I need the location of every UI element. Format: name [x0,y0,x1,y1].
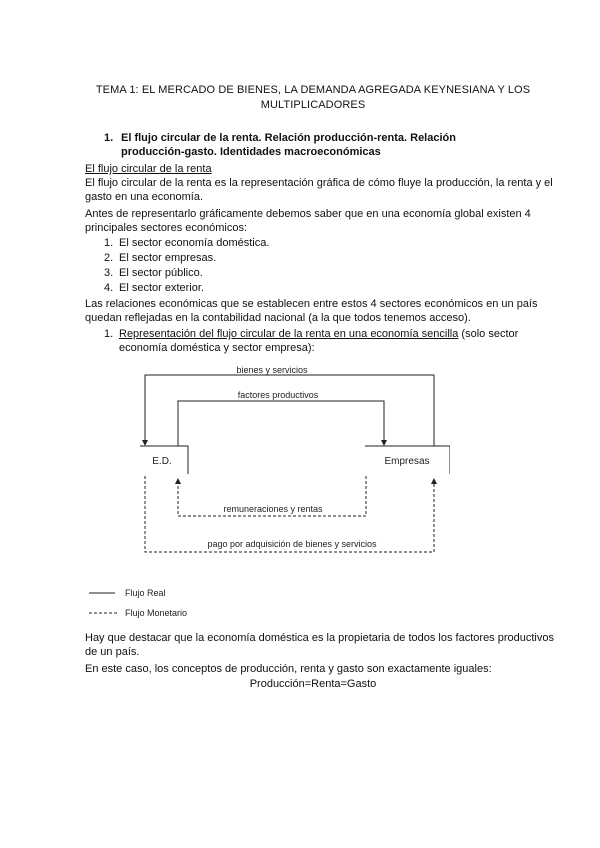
payment-flow-label: pago por adquisición de bienes y servicios [207,539,377,549]
subsection-rest: (solo sector economía doméstica y sector empresa): [119,328,519,354]
legend-real-label: Flujo Real [125,588,166,598]
equation: Producción=Renta=Gasto [249,678,377,690]
paragraph-4: Hay que destacar que la economía doméstica es la propietaria de todos los factores productivos de un país. [85,632,554,658]
list-text: El sector público. [119,267,203,279]
goods-flow-line [145,375,434,446]
factors-flow-label: factores productivos [237,390,319,400]
diagram-legend [88,585,288,625]
list-number: 3. [104,267,114,279]
paragraph-3: Las relaciones económicas que se establecen entre estos 4 sectores económicos en un país quedan reflejadas en la contabilidad nacional (a la que todos tenemos acceso). [85,298,538,324]
subsection-underlined: Representación del flujo circular de la renta en una economía sencilla [119,328,459,340]
list-number: 1. [104,237,114,249]
empresas-label: Empresas [384,456,430,467]
section-number: 1. [104,132,114,144]
list-number: 4. [104,282,114,294]
list-number: 2. [104,252,114,264]
section-heading-text: El flujo circular de la renta. Relación producción-renta. Relación producción-gasto. Identidades macroeconómicas [121,132,456,158]
subheading: El flujo circular de la renta [85,163,212,175]
income-flow-label: remuneraciones y rentas [223,504,323,514]
list-text: El sector economía doméstica. [119,237,270,249]
paragraph-1: El flujo circular de la renta es la representación gráfica de cómo fluye la producción, la renta y el gasto en una economía. [85,177,553,203]
factors-flow-line [178,401,384,446]
ed-label: E.D. [152,456,172,467]
subsection-text [119,327,547,355]
subsection-number: 1. [104,328,114,340]
list-text: El sector exterior. [119,282,204,294]
circular-flow-diagram [120,358,450,558]
list-text: El sector empresas. [119,252,217,264]
page-title: TEMA 1: EL MERCADO DE BIENES, LA DEMANDA AGREGADA KEYNESIANA Y LOS MULTIPLICADORES [95,84,531,111]
goods-flow-label: bienes y servicios [236,365,308,375]
paragraph-5: En este caso, los conceptos de producción, renta y gasto son exactamente iguales: [85,663,492,675]
legend-monetary-label: Flujo Monetario [125,608,188,618]
paragraph-2: Antes de representarlo gráficamente debemos saber que en una economía global existen 4 principales sectores económicos: [85,208,531,234]
